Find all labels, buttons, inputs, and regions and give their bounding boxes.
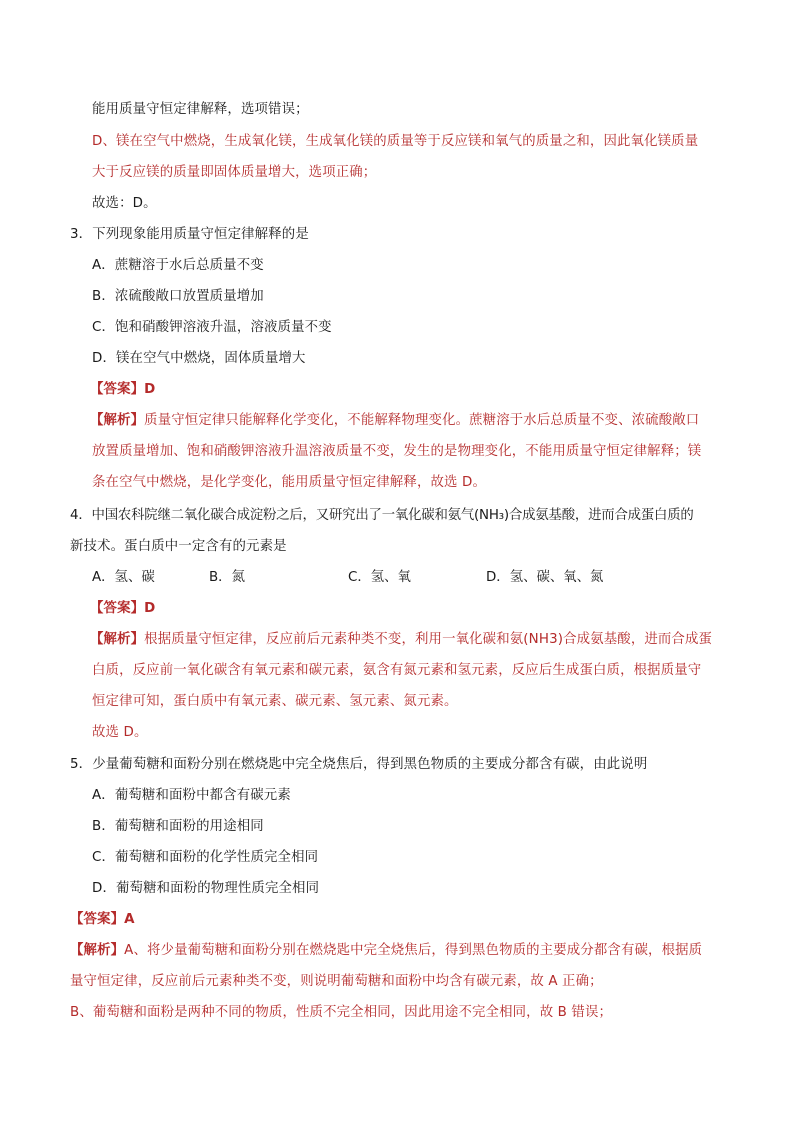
q3-analysis-text: 质量守恒定律只能解释化学变化，不能解释物理变化。蔗糖溶于水后总质量不变、浓硫酸敞口 <box>144 413 700 428</box>
q4-analysis-line3: 恒定律可知，蛋白质中有氧元素、碳元素、氢元素、氮元素。 <box>92 694 458 709</box>
q3-analysis-tag: 【解析】 <box>90 413 145 428</box>
q5-analysis-line1 <box>70 942 702 960</box>
q3-option-b: B．浓硫酸敞口放置质量增加 <box>92 289 264 304</box>
q5-analysis-line3: B、葡萄糖和面粉是两种不同的物质，性质不完全相同，因此用途不完全相同，故 B 错误； <box>70 1005 613 1020</box>
q4-stem-line2: 新技术。蛋白质中一定含有的元素是 <box>70 539 287 554</box>
q2-text-line: 能用质量守恒定律解释，选项错误； <box>92 102 309 117</box>
q3-option-a: A．蔗糖溶于水后总质量不变 <box>92 258 264 273</box>
q4-analysis-tag: 【解析】 <box>90 632 145 647</box>
q4-answer: 【答案】D <box>90 601 156 616</box>
q3-answer: 【答案】D <box>90 382 156 397</box>
q3-stem: 3．下列现象能用质量守恒定律解释的是 <box>70 227 309 242</box>
q4-stem-line1: 4．中国农科院继二氧化碳合成淀粉之后，又研究出了一氧化碳和氨气(NH₃)合成氨基酸，进而合成蛋白质的 <box>70 508 694 523</box>
q4-analysis-text: 根据质量守恒定律，反应前后元素种类不变，利用一氧化碳和氨(NH3)合成氨基酸，进而合成蛋 <box>144 632 713 647</box>
q3-option-c: C．饱和硝酸钾溶液升温，溶液质量不变 <box>92 320 332 335</box>
q5-option-d: D．葡萄糖和面粉的物理性质完全相同 <box>92 881 320 896</box>
q4-option-c: C．氢、氧 <box>348 570 411 585</box>
q2-option-d-explanation-cont: 大于反应镁的质量即固体质量增大，选项正确； <box>92 165 377 180</box>
q3-option-d: D．镁在空气中燃烧，固体质量增大 <box>92 351 306 366</box>
q5-option-a: A．葡萄糖和面粉中都含有碳元素 <box>92 788 291 803</box>
q5-stem: 5．少量葡萄糖和面粉分别在燃烧匙中完全烧焦后，得到黑色物质的主要成分都含有碳，由此说明 <box>70 757 648 772</box>
q5-option-c: C．葡萄糖和面粉的化学性质完全相同 <box>92 850 319 865</box>
q5-analysis-text: A、将少量葡萄糖和面粉分别在燃烧匙中完全烧焦后，得到黑色物质的主要成分都含有碳，根据质 <box>124 943 703 958</box>
q4-analysis-line1 <box>90 631 712 649</box>
q4-option-d: D．氢、碳、氧、氮 <box>486 570 604 585</box>
q2-conclusion: 故选：D。 <box>92 196 157 211</box>
q2-option-d-explanation: D、镁在空气中燃烧，生成氧化镁，生成氧化镁的质量等于反应镁和氧气的质量之和，因此氧化镁质量 <box>92 134 699 149</box>
q5-answer: 【答案】A <box>70 912 135 927</box>
q5-analysis-line2: 量守恒定律，反应前后元素种类不变，则说明葡萄糖和面粉中均含有碳元素，故 A 正确； <box>70 974 603 989</box>
q4-option-b: B．氮 <box>209 570 245 585</box>
q3-analysis-line3: 条在空气中燃烧，是化学变化，能用质量守恒定律解释，故选 D。 <box>92 475 487 490</box>
q5-option-b: B．葡萄糖和面粉的用途相同 <box>92 819 264 834</box>
q3-analysis-line2: 放置质量增加、饱和硝酸钾溶液升温溶液质量不变，发生的是物理变化，不能用质量守恒定律解释；镁 <box>92 444 702 459</box>
q4-option-a: A．氢、碳 <box>92 570 155 585</box>
q4-analysis-line4: 故选 D。 <box>92 725 148 740</box>
q4-analysis-line2: 白质，反应前一氧化碳含有氧元素和碳元素，氨含有氮元素和氢元素，反应后生成蛋白质，根据质量守 <box>92 663 702 678</box>
q3-analysis-line1 <box>90 412 699 430</box>
q5-analysis-tag: 【解析】 <box>70 943 125 958</box>
